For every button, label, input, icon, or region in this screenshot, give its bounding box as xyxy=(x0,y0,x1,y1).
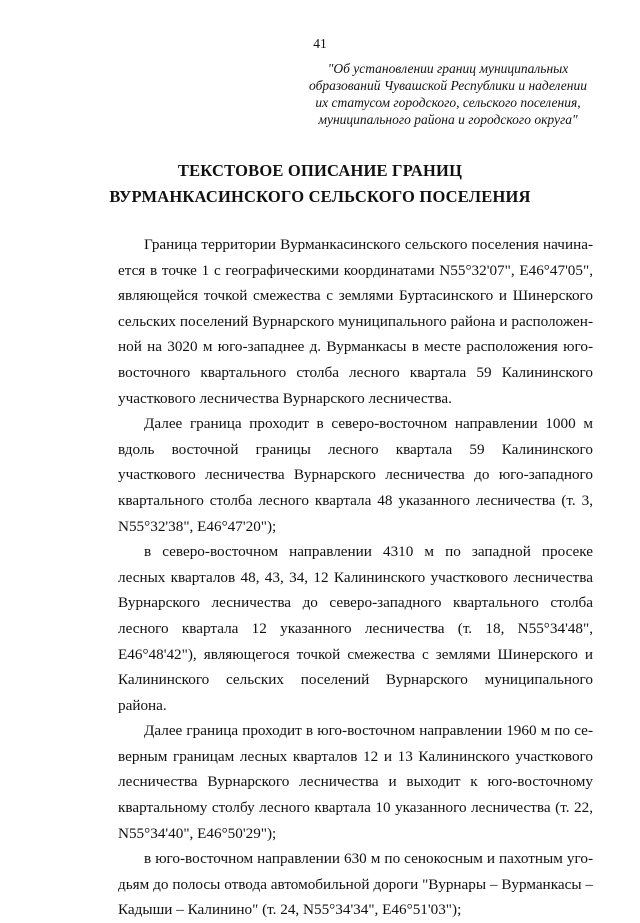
paragraph: Граница территории Вурманкасинского сельского поселения начинается в точке 1 с географическими координатами N55°32'07", E46°47'05", являющейся точкой смежества с землями Буртасинского и Шинерского сельских поселений Вурнарского муниципального района и расположенной на 3020 м юго-западнее д. Вурманкасы в месте расположения юго-восточного квартального столба лесного квартала 59 Калининского участкового лесничества Вурнарского лесничества. xyxy=(118,236,593,407)
paragraph: в северо-восточном направлении 4310 м по западной просеке лесных кварталов 48, 43, 34, 12 Калининского участкового лесничества Вурнарского лесничества до северо-западного квартального столба лесного квартала 12 указанного лесничества (т. 18, N55°34'48", E46°48'42"), являющегося точкой смежества с землями Шинерского и Калининского сельских поселений Вурнарского муниципального района. xyxy=(118,543,593,714)
boundary-description-body xyxy=(118,232,593,923)
reference-line: муниципального района и городского округа" xyxy=(318,112,578,127)
document-reference-note xyxy=(298,60,598,128)
paragraph: Далее граница проходит в северо-восточном направлении 1000 м вдоль восточной границы лесного квартала 59 Калининского участкового лесничества Вурнарского лесничества до юго-западного квартального столба лесного квартала 48 указанного лесничества (т. 3, N55°32'38", E46°47'20"); xyxy=(118,415,593,535)
page-number: 41 xyxy=(313,36,327,51)
reference-line: "Об установлении границ муниципальных xyxy=(327,61,569,76)
paragraph: в юго-восточном направлении 630 м по сенокосным и пахотным угодьям до полосы отвода автомобильной дороги "Вурнары – Вурманкасы – Кадыши – Калинино" (т. 24, N55°34'34", E46°51'03"); xyxy=(118,850,593,919)
reference-line: их статусом городского, сельского поселения, xyxy=(315,95,581,110)
paragraph: Далее граница проходит в юго-восточном направлении 1960 м по северным границам лесных кварталов 12 и 13 Калининского участкового лесничества Вурнарского лесничества и выходит к юго-восточному квартальному столбу лесного квартала 10 указанного лесничества (т. 22, N55°34'40", E46°50'29"); xyxy=(118,722,593,842)
reference-line: образований Чувашской Республики и наделении xyxy=(309,78,587,93)
title-line: ТЕКСТОВОЕ ОПИСАНИЕ ГРАНИЦ xyxy=(177,161,463,180)
document-title xyxy=(0,158,640,210)
title-line: ВУРМАНКАСИНСКОГО СЕЛЬСКОГО ПОСЕЛЕНИЯ xyxy=(109,187,531,206)
